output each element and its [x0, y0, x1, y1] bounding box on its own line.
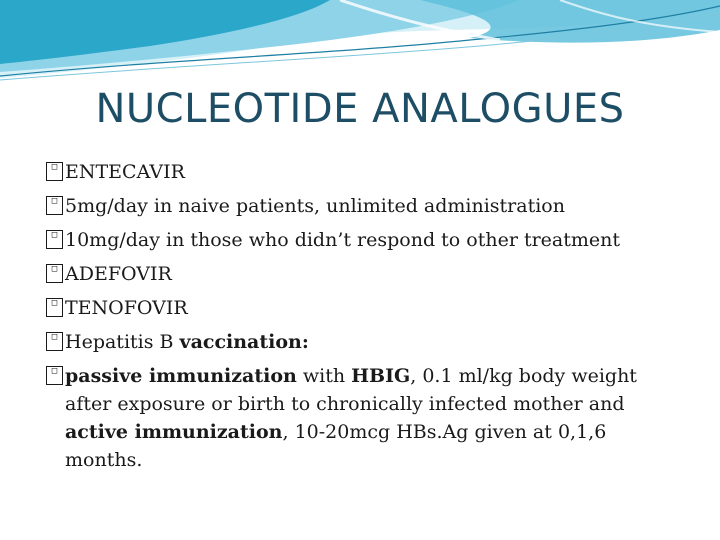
bullet-text-bold: HBIG — [351, 365, 411, 387]
bullet-text: TENOFOVIR — [65, 297, 188, 319]
bullet-text: with — [296, 365, 352, 387]
bullet-item — [46, 189, 696, 223]
bullet-item — [46, 291, 696, 325]
bullet-box-icon: □ — [46, 332, 63, 351]
bullet-box-icon: □ — [46, 298, 63, 317]
bullet-item — [46, 359, 696, 393]
bullet-continuation: after exposure or birth to chronically infected mother and — [65, 393, 625, 415]
bullet-text: , 0.1 ml/kg body weight — [410, 365, 637, 387]
slide-title: NUCLEOTIDE ANALOGUES — [95, 86, 625, 132]
bullet-item — [46, 257, 696, 291]
bullet-box-icon: □ — [46, 162, 63, 181]
header-wave-decoration — [0, 0, 720, 90]
bullet-item — [46, 223, 696, 257]
bullet-box-icon: □ — [46, 366, 63, 385]
bullet-text-bold: vaccination: — [179, 331, 309, 353]
bullet-text: ENTECAVIR — [65, 161, 185, 183]
bullet-item — [46, 325, 696, 359]
bullet-text: Hepatitis B — [65, 331, 180, 353]
bullet-text-bold: passive immunization — [65, 365, 297, 387]
bullet-text: 10mg/day in those who didn’t respond to other treatment — [65, 229, 621, 251]
bullet-box-icon: □ — [46, 264, 63, 283]
bullet-text: , 10-20mcg HBs.Ag given at 0,1,6 — [282, 421, 607, 443]
bullet-box-icon: □ — [46, 230, 63, 249]
bullet-continuation — [46, 418, 696, 446]
bullet-text: ADEFOVIR — [65, 263, 172, 285]
bullet-text-bold: active immunization — [65, 421, 283, 443]
bullet-box-icon: □ — [46, 196, 63, 215]
slide-body — [46, 155, 696, 474]
bullet-continuation: months. — [65, 449, 143, 471]
bullet-item — [46, 155, 696, 189]
bullet-text: 5mg/day in naive patients, unlimited administration — [65, 195, 565, 217]
